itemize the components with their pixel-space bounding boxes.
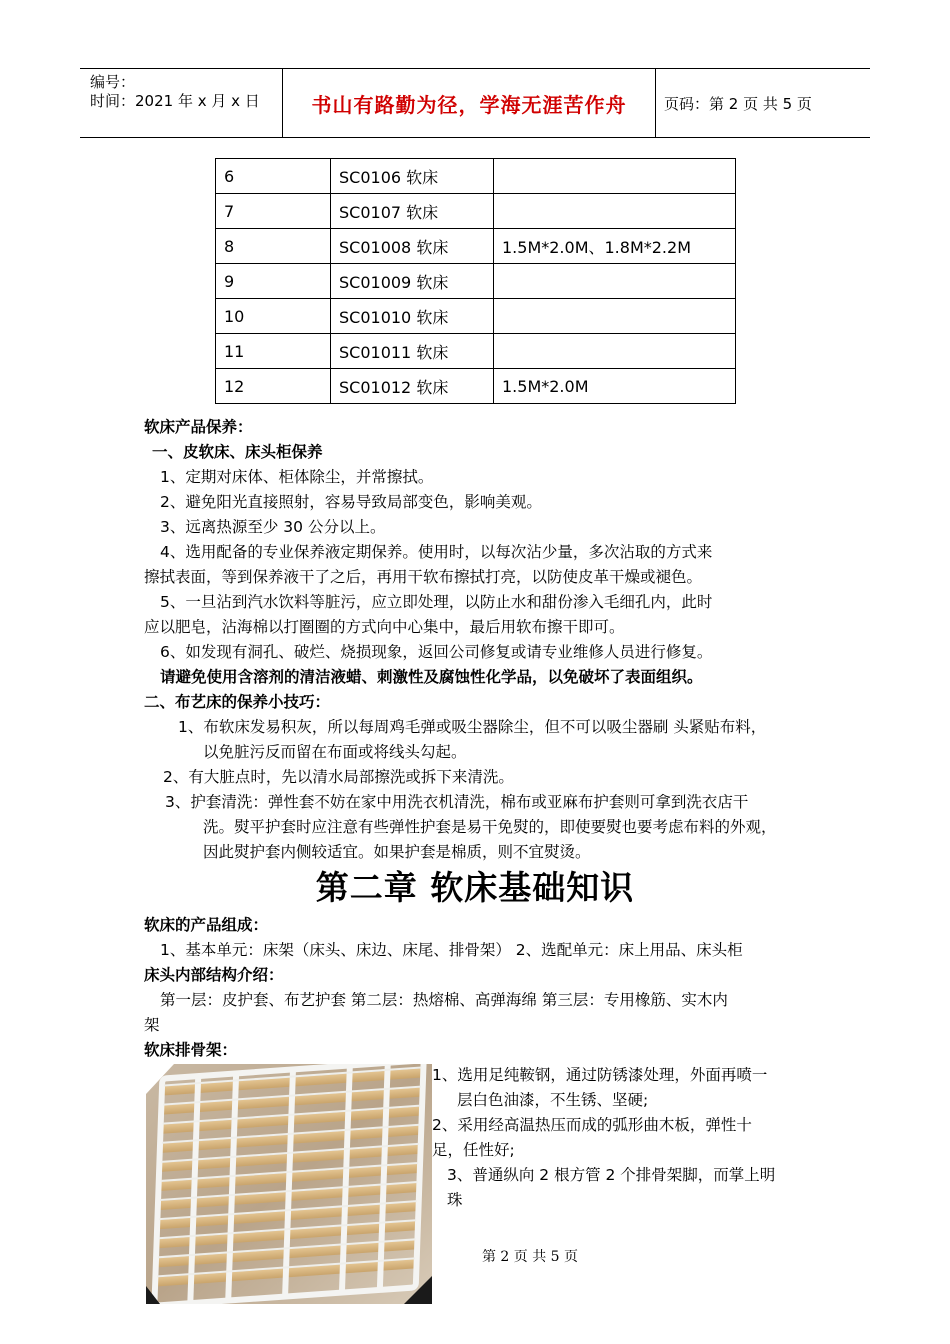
table-row (216, 159, 736, 194)
slat-item2-line1: 2、采用经高温热压而成的弧形曲木板，弹性十 (432, 1116, 752, 1134)
cell-number: 9 (216, 264, 331, 299)
s1-item5-line1: 5、一旦沾到汽水饮料等脏污，应立即处理，以防止水和甜份渗入毛细孔内，此时 (160, 593, 713, 611)
product-table (215, 158, 736, 404)
structure-title: 床头内部结构介绍： (144, 966, 284, 984)
cell-size (494, 299, 736, 334)
s2-item3-line2: 洗。熨平护套时应注意有些弹性护套是易干免熨的，即使要熨也要考虑布料的外观， (203, 818, 777, 836)
section2-title: 二、布艺床的保养小技巧： (144, 693, 331, 711)
table-row (216, 334, 736, 369)
cell-number: 12 (216, 369, 331, 404)
cell-size (494, 334, 736, 369)
s1-warning: 请避免使用含溶剂的清洁液蜡、刺激性及腐蚀性化学品，以免破坏了表面组织。 (160, 668, 703, 686)
time-label: 时间：2021 年 x 月 x 日 (90, 92, 260, 110)
number-label: 编号： (90, 73, 136, 91)
cell-model: SC01010 软床 (331, 299, 494, 334)
header-right-cell (656, 69, 870, 137)
page-label: 页码：第 2 页 共 5 页 (664, 95, 812, 113)
slat-item2-line2: 足，任性好; (432, 1141, 515, 1159)
slat-item3-line2: 珠 (447, 1191, 463, 1209)
cell-model: SC0106 软床 (331, 159, 494, 194)
s1-item5-line2: 应以肥皂，沾海棉以打圈圈的方式向中心集中，最后用软布擦干即可。 (144, 618, 625, 636)
document-header (80, 68, 870, 138)
composition-title: 软床的产品组成： (144, 916, 269, 934)
slat-item1-line1: 1、选用足纯鞍钢，通过防锈漆处理，外面再喷一 (432, 1066, 768, 1084)
s1-item2: 2、避免阳光直接照射，容易导致局部变色，影响美观。 (160, 493, 542, 511)
cell-model: SC0107 软床 (331, 194, 494, 229)
cell-number: 8 (216, 229, 331, 264)
header-left-cell (80, 69, 283, 137)
table-row (216, 264, 736, 299)
s2-item3-line3: 因此熨护套内侧较适宜。如果护套是棉质，则不宜熨烫。 (203, 843, 591, 861)
table-row (216, 194, 736, 229)
cell-size: 1.5M*2.0M (494, 369, 736, 404)
table-row (216, 229, 736, 264)
motto-text: 书山有路勤为径，学海无涯苦作舟 (311, 92, 627, 117)
cell-size (494, 264, 736, 299)
product-table-body (216, 159, 736, 404)
maintenance-title: 软床产品保养： (144, 418, 253, 436)
cell-size (494, 159, 736, 194)
s1-item6: 6、如发现有洞孔、破烂、烧损现象，返回公司修复或请专业维修人员进行修复。 (160, 643, 713, 661)
table-row (216, 369, 736, 404)
cell-model: SC01009 软床 (331, 264, 494, 299)
table-row (216, 299, 736, 334)
header-motto-cell (283, 69, 656, 137)
cell-number: 7 (216, 194, 331, 229)
cell-number: 11 (216, 334, 331, 369)
s2-item1-line1: 1、布软床发易积灰，所以每周鸡毛弹或吸尘器除尘，但不可以吸尘器刷 头紧贴布料， (178, 718, 767, 736)
cell-size (494, 194, 736, 229)
cell-size: 1.5M*2.0M、1.8M*2.2M (494, 229, 736, 264)
cell-model: SC01012 软床 (331, 369, 494, 404)
slat-item3-line1: 3、普通纵向 2 根方管 2 个排骨架脚，而掌上明 (447, 1166, 776, 1184)
footer-page-number: 第 2 页 共 5 页 (481, 1249, 579, 1265)
s1-item3: 3、远离热源至少 30 公分以上。 (160, 518, 386, 536)
cell-model: SC01011 软床 (331, 334, 494, 369)
s1-item4-line1: 4、选用配备的专业保养液定期保养。使用时，以每次沾少量，多次沾取的方式来 (160, 543, 713, 561)
cell-number: 6 (216, 159, 331, 194)
s2-item3-line1: 3、护套清洗：弹性套不妨在家中用洗衣机清洗，棉布或亚麻布护套则可拿到洗衣店干 (165, 793, 749, 811)
section1-title: 一、皮软床、床头柜保养 (152, 443, 323, 461)
cell-model: SC01008 软床 (331, 229, 494, 264)
cell-number: 10 (216, 299, 331, 334)
slat-item1-line2: 层白色油漆，不生锈、坚硬; (457, 1091, 649, 1109)
slat-title: 软床排骨架： (144, 1041, 238, 1059)
composition-text: 1、基本单元：床架（床头、床边、床尾、排骨架） 2、选配单元：床上用品、床头柜 (160, 941, 743, 959)
s1-item4-line2: 擦拭表面，等到保养液干了之后，再用干软布擦拭打亮，以防使皮革干燥或褪色。 (144, 568, 703, 586)
s1-item1: 1、定期对床体、柜体除尘，并常擦拭。 (160, 468, 434, 486)
s2-item2: 2、有大脏点时，先以清水局部擦洗或拆下来清洗。 (163, 768, 514, 786)
structure-text-line1: 第一层：皮护套、布艺护套 第二层：热熔棉、高弹海绵 第三层：专用橡筋、实木内 (160, 991, 728, 1009)
s2-item1-line2: 以免脏污反而留在布面或将线头勾起。 (203, 743, 467, 761)
structure-text-line2: 架 (144, 1016, 160, 1034)
bed-slat-photo (146, 1064, 432, 1304)
chapter-title: 第二章 软床基础知识 (315, 868, 635, 907)
